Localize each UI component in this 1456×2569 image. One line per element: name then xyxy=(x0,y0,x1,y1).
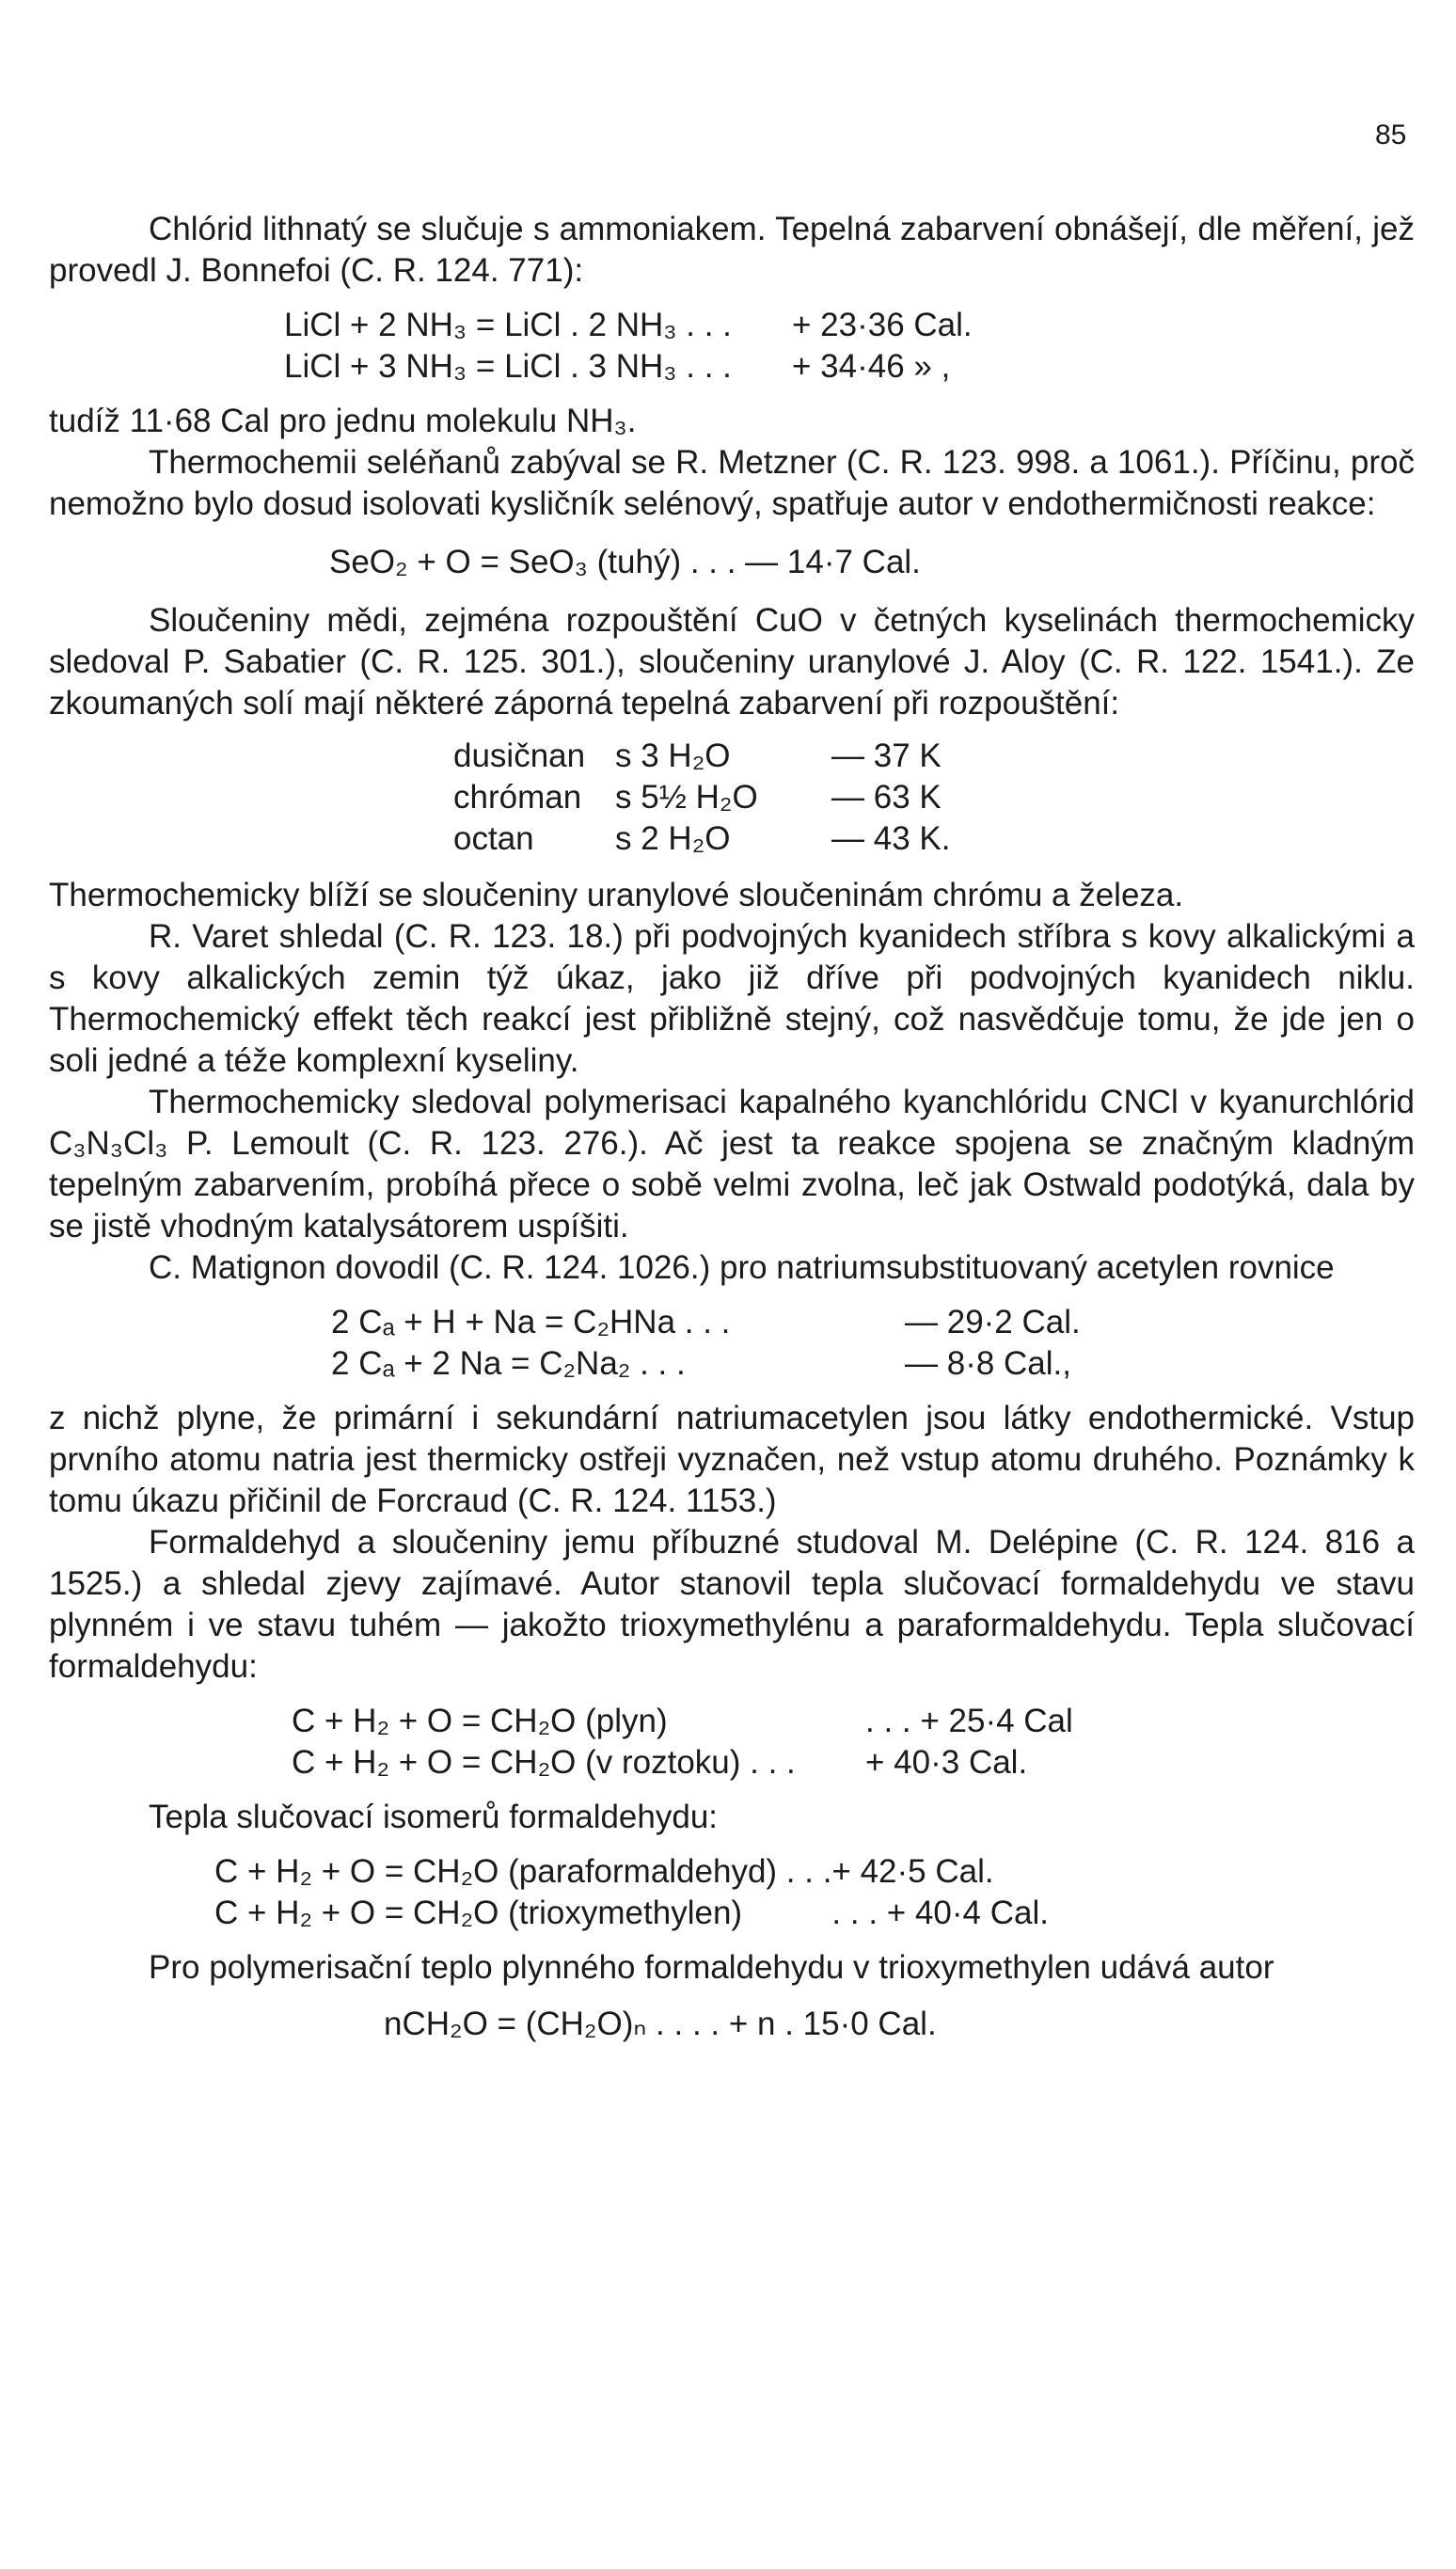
equation-rhs: — 8·8 Cal., xyxy=(905,1345,1071,1382)
equation-row xyxy=(214,1893,1049,1934)
paragraph-delepine: Formaldehyd a sloučeniny jemu příbuzné studoval M. Delépine (C. R. 124. 816 a 1525.) a shledal zjevy zajímavé. Autor stanovil tepla slučovací formaldehydu ve stavu plynném i ve stavu tuhém — jakožto trioxymethylénu a paraformaldehydu. Tepla slučovací formaldehydu: xyxy=(49,1524,1415,1685)
salt-value: — 63 K xyxy=(831,779,942,816)
paragraph-selenates: Thermochemii seléňanů zabýval se R. Metzner (C. R. 123. 998. a 1061.). Příčinu, proč nemožno bylo dosud isolovati kysličník selénový, spatřuje autor v endothermičnosti reakce: xyxy=(49,444,1415,522)
equation-row xyxy=(214,1851,1049,1893)
equation-polymerisation: nCH₂O = (CH₂O)ₙ . . . . + n . 15·0 Cal. xyxy=(384,2006,937,2042)
equation-rhs: + 34·46 » , xyxy=(792,348,951,385)
salt-row xyxy=(453,736,950,777)
page-number: 85 xyxy=(1375,119,1407,151)
paragraph-uranyl-chromium: Thermochemicky blíží se sloučeniny uranylové sloučeninám chrómu a železa. xyxy=(49,877,1184,913)
equation-lhs: 2 Cₐ + 2 Na = C₂Na₂ . . . xyxy=(331,1345,686,1382)
salt-name: dusičnan xyxy=(453,737,586,774)
equations-formaldehyde xyxy=(292,1701,1073,1784)
equation-row xyxy=(292,1742,1073,1784)
salts-table xyxy=(453,736,950,860)
equation-row xyxy=(284,346,973,388)
paragraph-conclusion: tudíž 11·68 Cal pro jednu molekulu NH₃. xyxy=(49,403,637,439)
equation-rhs: + 40·3 Cal. xyxy=(865,1744,1028,1781)
salt-value: — 37 K xyxy=(831,737,942,774)
equation-lhs: 2 Cₐ + H + Na = C₂HNa . . . xyxy=(331,1304,731,1340)
paragraph-copper-uranyl: Sloučeniny mědi, zejména rozpouštění CuO v četných kyselinách thermochemicky sledoval P. Sabatier (C. R. 125. 301.), sloučeniny uranylové J. Aloy (C. R. 122. 1541.). Ze zkoumaných solí mají některé záporná tepelná zabarvení při rozpouštění: xyxy=(49,602,1415,722)
equation-rhs: . . . + 40·4 Cal. xyxy=(831,1895,1049,1931)
paragraph-polymerisation: Pro polymerisační teplo plynného formaldehydu v trioxymethylen udává autor xyxy=(149,1949,1274,1986)
equation-row xyxy=(292,1701,1073,1742)
salt-water: s 2 H₂O xyxy=(615,820,731,857)
equation-rhs: + 23·36 Cal. xyxy=(792,307,973,343)
salt-name: chróman xyxy=(453,779,582,816)
equation-rhs: + 42·5 Cal. xyxy=(831,1853,994,1890)
paragraph-endothermic: z nichž plyne, že primární i sekundární natriumacetylen jsou látky endothermické. Vstup prvního atomu natria jest thermicky ostřeji vyznačen, než vstup atomu druhého. Poznámky k tomu úkazu přičinil de Forcraud (C. R. 124. 1153.) xyxy=(49,1400,1415,1519)
equation-lhs: C + H₂ + O = CH₂O (trioxymethylen) xyxy=(214,1895,743,1931)
equation-rhs: . . . + 25·4 Cal xyxy=(865,1703,1073,1739)
equations-lithium xyxy=(284,305,973,388)
equation-row xyxy=(331,1302,1081,1343)
equations-isomers xyxy=(214,1851,1049,1934)
salt-value: — 43 K. xyxy=(831,820,951,857)
equation-lhs: C + H₂ + O = CH₂O (paraformaldehyd) . . . xyxy=(214,1853,832,1890)
equation-row xyxy=(331,1343,1081,1385)
equation-lhs: LiCl + 3 NH₃ = LiCl . 3 NH₃ . . . xyxy=(284,348,732,385)
paragraph-matignon: C. Matignon dovodil (C. R. 124. 1026.) pro natriumsubstituovaný acetylen rovnice xyxy=(149,1249,1335,1286)
paragraph-isomers: Tepla slučovací isomerů formaldehydu: xyxy=(149,1799,719,1835)
equation-selenium: SeO₂ + O = SeO₃ (tuhý) . . . — 14·7 Cal. xyxy=(329,544,921,580)
equation-row xyxy=(284,305,973,346)
page-body xyxy=(49,209,1415,2045)
equation-lhs: C + H₂ + O = CH₂O (plyn) xyxy=(292,1703,668,1739)
salt-name: octan xyxy=(453,820,534,857)
equations-acetylene xyxy=(331,1302,1081,1385)
paragraph-lithium-chloride: Chlórid lithnatý se slučuje s ammoniakem. Tepelná zabarvení obnášejí, dle měření, jež provedl J. Bonnefoi (C. R. 124. 771): xyxy=(49,211,1415,289)
paragraph-lemoult: Thermochemicky sledoval polymerisaci kapalného kyanchlóridu CNCl v kyanurchlórid C₃N₃Cl₃ P. Lemoult (C. R. 123. 276.). Ač jest ta reakce spojena se značným kladným tepelným zabarvením, probíhá přece o sobě velmi zvolna, leč jak Ostwald podotýká, dala by se jistě vhodným katalysátorem uspíšiti. xyxy=(49,1084,1415,1245)
equation-lhs: LiCl + 2 NH₃ = LiCl . 2 NH₃ . . . xyxy=(284,307,732,343)
equation-lhs: C + H₂ + O = CH₂O (v roztoku) . . . xyxy=(292,1744,796,1781)
salt-row xyxy=(453,777,950,818)
salt-row xyxy=(453,818,950,860)
salt-water: s 3 H₂O xyxy=(615,737,731,774)
paragraph-varet: R. Varet shledal (C. R. 123. 18.) při podvojných kyanidech stříbra s kovy alkalickými a s kovy alkalických zemin týž úkaz, jako již dříve při podvojných kyanidech niklu. Thermochemický effekt těch reakcí jest přibližně stejný, což nasvědčuje tomu, že jde jen o soli jedné a téže komplexní kyseliny. xyxy=(49,918,1415,1079)
equation-rhs: — 29·2 Cal. xyxy=(905,1304,1081,1340)
salt-water: s 5½ H₂O xyxy=(615,779,758,816)
